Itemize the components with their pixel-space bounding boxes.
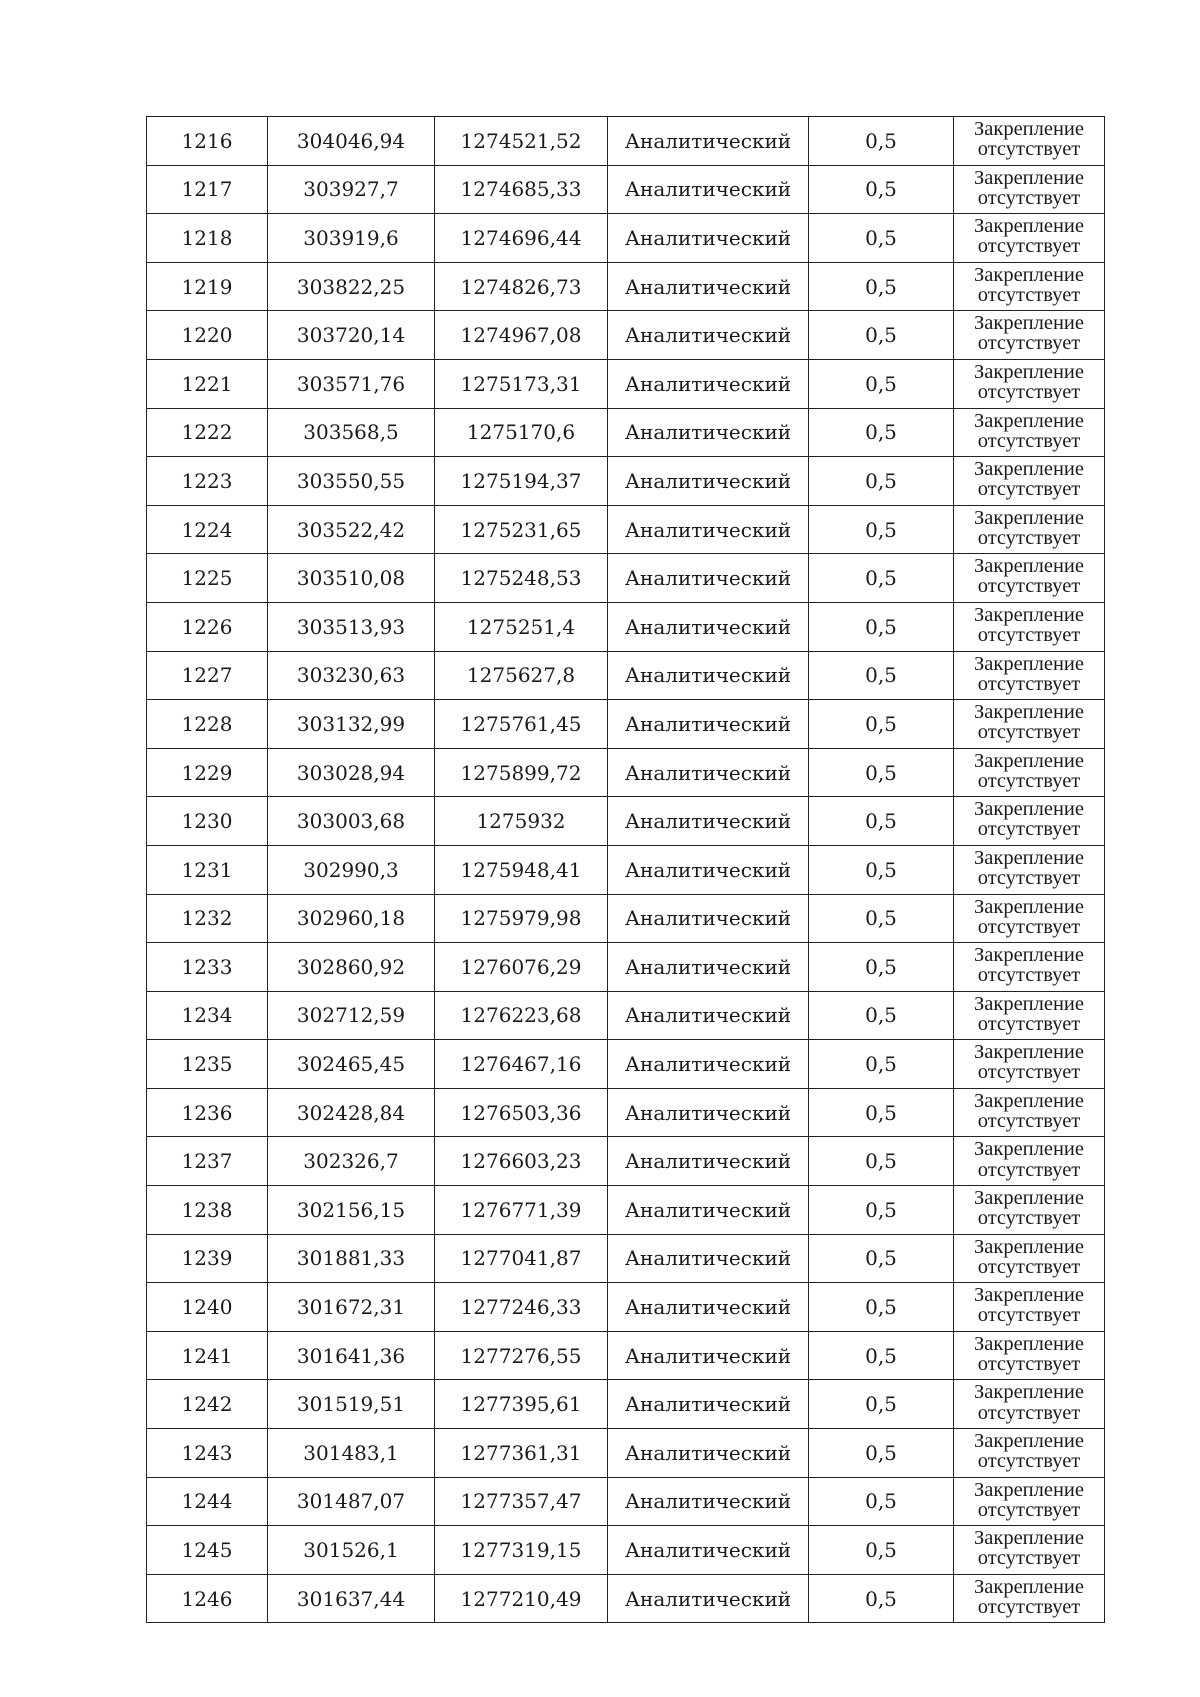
accuracy-cell: 0,5 [809, 651, 954, 700]
method-cell: Аналитический [608, 1186, 809, 1235]
table-row [147, 408, 1105, 457]
fixation-description-cell: Закрепление отсутствует [954, 700, 1105, 749]
fixation-description-cell: Закрепление отсутствует [954, 894, 1105, 943]
x-coordinate-cell: 303568,5 [268, 408, 435, 457]
x-coordinate-cell: 302428,84 [268, 1088, 435, 1137]
accuracy-cell: 0,5 [809, 1574, 954, 1623]
point-number-cell: 1236 [147, 1088, 268, 1137]
fixation-description-cell: Закрепление отсутствует [954, 1526, 1105, 1575]
fixation-description-cell: Закрепление отсутствует [954, 1331, 1105, 1380]
point-number-cell: 1217 [147, 165, 268, 214]
accuracy-cell: 0,5 [809, 1526, 954, 1575]
table-row [147, 1186, 1105, 1235]
x-coordinate-cell: 301519,51 [268, 1380, 435, 1429]
method-cell: Аналитический [608, 1283, 809, 1332]
y-coordinate-cell: 1276771,39 [435, 1186, 608, 1235]
point-number-cell: 1216 [147, 117, 268, 166]
fixation-description-cell: Закрепление отсутствует [954, 1283, 1105, 1332]
table-row [147, 602, 1105, 651]
accuracy-cell: 0,5 [809, 311, 954, 360]
point-number-cell: 1218 [147, 214, 268, 263]
table-row [147, 845, 1105, 894]
table-row [147, 748, 1105, 797]
fixation-description-cell: Закрепление отсутствует [954, 311, 1105, 360]
x-coordinate-cell: 301526,1 [268, 1526, 435, 1575]
method-cell: Аналитический [608, 117, 809, 166]
x-coordinate-cell: 301641,36 [268, 1331, 435, 1380]
point-number-cell: 1240 [147, 1283, 268, 1332]
accuracy-cell: 0,5 [809, 1477, 954, 1526]
accuracy-cell: 0,5 [809, 505, 954, 554]
method-cell: Аналитический [608, 165, 809, 214]
accuracy-cell: 0,5 [809, 1429, 954, 1478]
x-coordinate-cell: 302326,7 [268, 1137, 435, 1186]
y-coordinate-cell: 1277319,15 [435, 1526, 608, 1575]
x-coordinate-cell: 302712,59 [268, 991, 435, 1040]
method-cell: Аналитический [608, 1040, 809, 1089]
fixation-description-cell: Закрепление отсутствует [954, 602, 1105, 651]
table-row [147, 1429, 1105, 1478]
y-coordinate-cell: 1275948,41 [435, 845, 608, 894]
y-coordinate-cell: 1274685,33 [435, 165, 608, 214]
point-number-cell: 1238 [147, 1186, 268, 1235]
fixation-description-cell: Закрепление отсутствует [954, 214, 1105, 263]
x-coordinate-cell: 302860,92 [268, 943, 435, 992]
point-number-cell: 1239 [147, 1234, 268, 1283]
accuracy-cell: 0,5 [809, 359, 954, 408]
fixation-description-cell: Закрепление отсутствует [954, 991, 1105, 1040]
method-cell: Аналитический [608, 797, 809, 846]
x-coordinate-cell: 303003,68 [268, 797, 435, 846]
point-number-cell: 1226 [147, 602, 268, 651]
table-row [147, 651, 1105, 700]
table-row [147, 1137, 1105, 1186]
y-coordinate-cell: 1275170,6 [435, 408, 608, 457]
x-coordinate-cell: 303230,63 [268, 651, 435, 700]
x-coordinate-cell: 302990,3 [268, 845, 435, 894]
x-coordinate-cell: 301487,07 [268, 1477, 435, 1526]
fixation-description-cell: Закрепление отсутствует [954, 1234, 1105, 1283]
method-cell: Аналитический [608, 845, 809, 894]
accuracy-cell: 0,5 [809, 214, 954, 263]
point-number-cell: 1228 [147, 700, 268, 749]
accuracy-cell: 0,5 [809, 1088, 954, 1137]
accuracy-cell: 0,5 [809, 797, 954, 846]
y-coordinate-cell: 1275979,98 [435, 894, 608, 943]
table-row [147, 1331, 1105, 1380]
accuracy-cell: 0,5 [809, 554, 954, 603]
point-number-cell: 1246 [147, 1574, 268, 1623]
accuracy-cell: 0,5 [809, 991, 954, 1040]
table-row [147, 554, 1105, 603]
fixation-description-cell: Закрепление отсутствует [954, 1137, 1105, 1186]
fixation-description-cell: Закрепление отсутствует [954, 554, 1105, 603]
point-number-cell: 1235 [147, 1040, 268, 1089]
point-number-cell: 1225 [147, 554, 268, 603]
fixation-description-cell: Закрепление отсутствует [954, 505, 1105, 554]
method-cell: Аналитический [608, 505, 809, 554]
accuracy-cell: 0,5 [809, 457, 954, 506]
x-coordinate-cell: 302465,45 [268, 1040, 435, 1089]
y-coordinate-cell: 1275627,8 [435, 651, 608, 700]
table-row [147, 1283, 1105, 1332]
point-number-cell: 1232 [147, 894, 268, 943]
method-cell: Аналитический [608, 554, 809, 603]
accuracy-cell: 0,5 [809, 943, 954, 992]
table-row [147, 1526, 1105, 1575]
fixation-description-cell: Закрепление отсутствует [954, 1380, 1105, 1429]
point-number-cell: 1242 [147, 1380, 268, 1429]
x-coordinate-cell: 303028,94 [268, 748, 435, 797]
method-cell: Аналитический [608, 1477, 809, 1526]
point-number-cell: 1244 [147, 1477, 268, 1526]
coordinates-table-body [147, 117, 1105, 1623]
table-row [147, 894, 1105, 943]
table-row [147, 214, 1105, 263]
y-coordinate-cell: 1275231,65 [435, 505, 608, 554]
table-row [147, 1380, 1105, 1429]
y-coordinate-cell: 1277357,47 [435, 1477, 608, 1526]
method-cell: Аналитический [608, 457, 809, 506]
y-coordinate-cell: 1277041,87 [435, 1234, 608, 1283]
table-row [147, 1477, 1105, 1526]
y-coordinate-cell: 1274696,44 [435, 214, 608, 263]
y-coordinate-cell: 1275251,4 [435, 602, 608, 651]
y-coordinate-cell: 1275173,31 [435, 359, 608, 408]
fixation-description-cell: Закрепление отсутствует [954, 748, 1105, 797]
fixation-description-cell: Закрепление отсутствует [954, 1040, 1105, 1089]
table-row [147, 1040, 1105, 1089]
table-row [147, 505, 1105, 554]
method-cell: Аналитический [608, 359, 809, 408]
x-coordinate-cell: 303550,55 [268, 457, 435, 506]
fixation-description-cell: Закрепление отсутствует [954, 797, 1105, 846]
method-cell: Аналитический [608, 1331, 809, 1380]
y-coordinate-cell: 1275194,37 [435, 457, 608, 506]
method-cell: Аналитический [608, 1429, 809, 1478]
y-coordinate-cell: 1274826,73 [435, 262, 608, 311]
table-row [147, 262, 1105, 311]
accuracy-cell: 0,5 [809, 117, 954, 166]
method-cell: Аналитический [608, 991, 809, 1040]
method-cell: Аналитический [608, 1137, 809, 1186]
table-row [147, 797, 1105, 846]
accuracy-cell: 0,5 [809, 165, 954, 214]
table-row [147, 165, 1105, 214]
method-cell: Аналитический [608, 748, 809, 797]
fixation-description-cell: Закрепление отсутствует [954, 408, 1105, 457]
y-coordinate-cell: 1275761,45 [435, 700, 608, 749]
table-row [147, 700, 1105, 749]
table-row [147, 943, 1105, 992]
x-coordinate-cell: 303510,08 [268, 554, 435, 603]
fixation-description-cell: Закрепление отсутствует [954, 1088, 1105, 1137]
method-cell: Аналитический [608, 1234, 809, 1283]
accuracy-cell: 0,5 [809, 1137, 954, 1186]
y-coordinate-cell: 1277246,33 [435, 1283, 608, 1332]
method-cell: Аналитический [608, 1526, 809, 1575]
y-coordinate-cell: 1276503,36 [435, 1088, 608, 1137]
accuracy-cell: 0,5 [809, 748, 954, 797]
point-number-cell: 1222 [147, 408, 268, 457]
point-number-cell: 1224 [147, 505, 268, 554]
accuracy-cell: 0,5 [809, 1283, 954, 1332]
y-coordinate-cell: 1276076,29 [435, 943, 608, 992]
accuracy-cell: 0,5 [809, 1040, 954, 1089]
fixation-description-cell: Закрепление отсутствует [954, 1429, 1105, 1478]
x-coordinate-cell: 303522,42 [268, 505, 435, 554]
point-number-cell: 1220 [147, 311, 268, 360]
x-coordinate-cell: 303927,7 [268, 165, 435, 214]
table-row [147, 1234, 1105, 1283]
fixation-description-cell: Закрепление отсутствует [954, 845, 1105, 894]
fixation-description-cell: Закрепление отсутствует [954, 165, 1105, 214]
accuracy-cell: 0,5 [809, 1380, 954, 1429]
method-cell: Аналитический [608, 700, 809, 749]
x-coordinate-cell: 301483,1 [268, 1429, 435, 1478]
table-row [147, 1088, 1105, 1137]
fixation-description-cell: Закрепление отсутствует [954, 117, 1105, 166]
method-cell: Аналитический [608, 262, 809, 311]
point-number-cell: 1230 [147, 797, 268, 846]
accuracy-cell: 0,5 [809, 1186, 954, 1235]
table-row [147, 457, 1105, 506]
method-cell: Аналитический [608, 894, 809, 943]
method-cell: Аналитический [608, 311, 809, 360]
table-row [147, 1574, 1105, 1623]
method-cell: Аналитический [608, 1380, 809, 1429]
y-coordinate-cell: 1277210,49 [435, 1574, 608, 1623]
fixation-description-cell: Закрепление отсутствует [954, 457, 1105, 506]
fixation-description-cell: Закрепление отсутствует [954, 651, 1105, 700]
point-number-cell: 1221 [147, 359, 268, 408]
y-coordinate-cell: 1275248,53 [435, 554, 608, 603]
x-coordinate-cell: 303571,76 [268, 359, 435, 408]
x-coordinate-cell: 303822,25 [268, 262, 435, 311]
fixation-description-cell: Закрепление отсутствует [954, 1186, 1105, 1235]
method-cell: Аналитический [608, 1574, 809, 1623]
accuracy-cell: 0,5 [809, 1331, 954, 1380]
accuracy-cell: 0,5 [809, 1234, 954, 1283]
y-coordinate-cell: 1275932 [435, 797, 608, 846]
table-row [147, 311, 1105, 360]
y-coordinate-cell: 1274967,08 [435, 311, 608, 360]
method-cell: Аналитический [608, 602, 809, 651]
table-row [147, 117, 1105, 166]
point-number-cell: 1237 [147, 1137, 268, 1186]
accuracy-cell: 0,5 [809, 262, 954, 311]
y-coordinate-cell: 1277395,61 [435, 1380, 608, 1429]
point-number-cell: 1245 [147, 1526, 268, 1575]
point-number-cell: 1227 [147, 651, 268, 700]
point-number-cell: 1243 [147, 1429, 268, 1478]
point-number-cell: 1223 [147, 457, 268, 506]
y-coordinate-cell: 1276467,16 [435, 1040, 608, 1089]
accuracy-cell: 0,5 [809, 894, 954, 943]
table-row [147, 359, 1105, 408]
point-number-cell: 1231 [147, 845, 268, 894]
accuracy-cell: 0,5 [809, 700, 954, 749]
x-coordinate-cell: 303720,14 [268, 311, 435, 360]
x-coordinate-cell: 304046,94 [268, 117, 435, 166]
method-cell: Аналитический [608, 214, 809, 263]
x-coordinate-cell: 302960,18 [268, 894, 435, 943]
fixation-description-cell: Закрепление отсутствует [954, 262, 1105, 311]
point-number-cell: 1241 [147, 1331, 268, 1380]
y-coordinate-cell: 1277276,55 [435, 1331, 608, 1380]
accuracy-cell: 0,5 [809, 408, 954, 457]
coordinates-table [146, 116, 1105, 1623]
point-number-cell: 1234 [147, 991, 268, 1040]
y-coordinate-cell: 1276223,68 [435, 991, 608, 1040]
x-coordinate-cell: 303919,6 [268, 214, 435, 263]
y-coordinate-cell: 1275899,72 [435, 748, 608, 797]
point-number-cell: 1219 [147, 262, 268, 311]
fixation-description-cell: Закрепление отсутствует [954, 1477, 1105, 1526]
table-row [147, 991, 1105, 1040]
fixation-description-cell: Закрепление отсутствует [954, 943, 1105, 992]
x-coordinate-cell: 303132,99 [268, 700, 435, 749]
x-coordinate-cell: 301881,33 [268, 1234, 435, 1283]
x-coordinate-cell: 303513,93 [268, 602, 435, 651]
method-cell: Аналитический [608, 1088, 809, 1137]
fixation-description-cell: Закрепление отсутствует [954, 1574, 1105, 1623]
accuracy-cell: 0,5 [809, 845, 954, 894]
y-coordinate-cell: 1274521,52 [435, 117, 608, 166]
method-cell: Аналитический [608, 408, 809, 457]
point-number-cell: 1229 [147, 748, 268, 797]
point-number-cell: 1233 [147, 943, 268, 992]
method-cell: Аналитический [608, 943, 809, 992]
method-cell: Аналитический [608, 651, 809, 700]
fixation-description-cell: Закрепление отсутствует [954, 359, 1105, 408]
y-coordinate-cell: 1277361,31 [435, 1429, 608, 1478]
accuracy-cell: 0,5 [809, 602, 954, 651]
x-coordinate-cell: 302156,15 [268, 1186, 435, 1235]
x-coordinate-cell: 301637,44 [268, 1574, 435, 1623]
y-coordinate-cell: 1276603,23 [435, 1137, 608, 1186]
x-coordinate-cell: 301672,31 [268, 1283, 435, 1332]
